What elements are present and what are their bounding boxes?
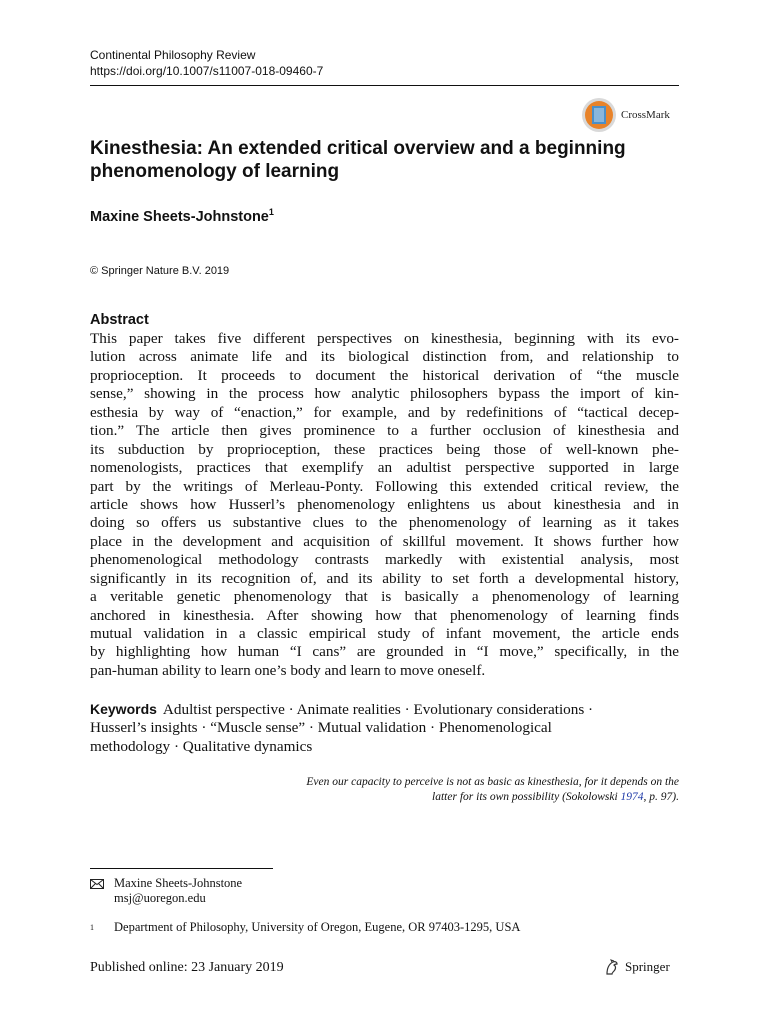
abstract-line: place in the development and acquisition of skillful movement. It shows further how xyxy=(90,532,679,550)
keywords-line: Husserl’s insights · “Muscle sense” · Mutual validation · Phenomenological xyxy=(90,719,552,737)
abstract-line: anchored in kinesthesia. After showing how that phenomenology of learning finds xyxy=(90,606,679,624)
springer-label: Springer xyxy=(625,959,670,974)
copyright-notice: © Springer Nature B.V. 2019 xyxy=(90,265,230,277)
abstract-line: lution across animate life and its biological distinction from, and relationship to xyxy=(90,348,679,366)
affiliation xyxy=(90,920,520,935)
citation-link[interactable]: 1974 xyxy=(620,791,644,803)
affil-marker: 1 xyxy=(90,923,94,932)
contact-block xyxy=(90,876,242,906)
abstract-line: doing so offers us substantive clues to the phenomenology of learning as it takes xyxy=(90,514,679,532)
title-line: phenomenology of learning xyxy=(90,161,340,182)
header-rule xyxy=(90,85,679,86)
keywords-text: Adultist perspective · Animate realities · Evolutionary considerations · xyxy=(162,701,594,718)
keywords-line: methodology · Qualitative dynamics xyxy=(90,737,313,755)
author-name-text: Maxine Sheets-Johnstone xyxy=(90,209,269,225)
abstract-line: tion.” The article then gives prominence to a further occlusion of kinesthesia and xyxy=(90,422,679,440)
author-name xyxy=(90,207,274,225)
author-affil-marker[interactable]: 1 xyxy=(268,207,274,217)
crossmark-label: CrossMark xyxy=(621,109,670,121)
published-date: Published online: 23 January 2019 xyxy=(90,960,284,975)
keywords-block xyxy=(90,700,679,756)
journal-name: Continental Philosophy Review xyxy=(90,48,256,62)
abstract-line: part by the writings of Merleau-Ponty. Following this extended critical review, the xyxy=(90,477,679,495)
abstract-line: a veritable genetic phenomenology that is basically a phenomenology of learning xyxy=(90,588,679,606)
abstract-line: This paper takes five different perspectives on kinesthesia, beginning with its evo- xyxy=(90,330,679,347)
doi-link[interactable]: https://doi.org/10.1007/s11007-018-09460-7 xyxy=(90,64,324,78)
abstract-line: pan-human ability to learn one’s body and learn to move oneself. xyxy=(90,661,486,679)
contact-name: Maxine Sheets-Johnstone xyxy=(114,876,243,890)
affil-text: Department of Philosophy, University of Oregon, Eugene, OR 97403-1295, USA xyxy=(114,920,521,934)
springer-logo xyxy=(603,958,670,976)
abstract-line: its subduction by proprioception, these practices being those of well-known phe- xyxy=(90,440,679,458)
crossmark-badge[interactable] xyxy=(581,97,670,133)
footnote-rule xyxy=(90,868,273,869)
contact-email[interactable]: msj@uoregon.edu xyxy=(114,891,206,905)
epigraph-text: latter for its own possibility (Sokolowski xyxy=(432,791,621,803)
abstract-line: by highlighting how human “I cans” are grounded in “I move,” specifically, in the xyxy=(90,643,679,661)
abstract-line: significantly in its recognition of, and its ability to set forth a developmental history, xyxy=(90,569,679,587)
envelope-icon xyxy=(90,879,104,889)
abstract-line: nomenologists, practices that exemplify an adultist perspective supported in large xyxy=(90,459,679,477)
keywords-line xyxy=(90,700,679,719)
crossmark-icon xyxy=(581,97,617,133)
article-title xyxy=(90,137,680,183)
epigraph xyxy=(179,775,679,805)
keywords-label: Keywords xyxy=(90,701,157,717)
abstract-line: article shows how Husserl’s phenomenology enlightens us about kinesthesia and in xyxy=(90,495,679,513)
abstract-heading: Abstract xyxy=(90,312,149,328)
contact-name-row xyxy=(90,876,242,891)
epigraph-text: , p. 97). xyxy=(643,791,679,803)
abstract-line: mutual validation in a classic empirical study of infant movement, the article ends xyxy=(90,625,679,642)
epigraph-line: Even our capacity to perceive is not as basic as kinesthesia, for it depends on the xyxy=(306,776,679,788)
epigraph-line xyxy=(179,790,679,805)
abstract-body xyxy=(90,330,679,680)
abstract-line: proprioception. It proceeds to document the historical derivation of “the muscle xyxy=(90,366,679,384)
abstract-line: sense,” showing in the process how analytic philosophers bypass the import of kin- xyxy=(90,385,679,403)
abstract-line: esthesia by way of “enaction,” for example, and by redefinitions of “tactical decep- xyxy=(90,403,679,421)
abstract-line: phenomenological methodology contrasts markedly with existential analysis, most xyxy=(90,551,679,569)
title-line: Kinesthesia: An extended critical overview and a beginning xyxy=(90,138,626,159)
springer-horse-icon xyxy=(603,958,621,976)
